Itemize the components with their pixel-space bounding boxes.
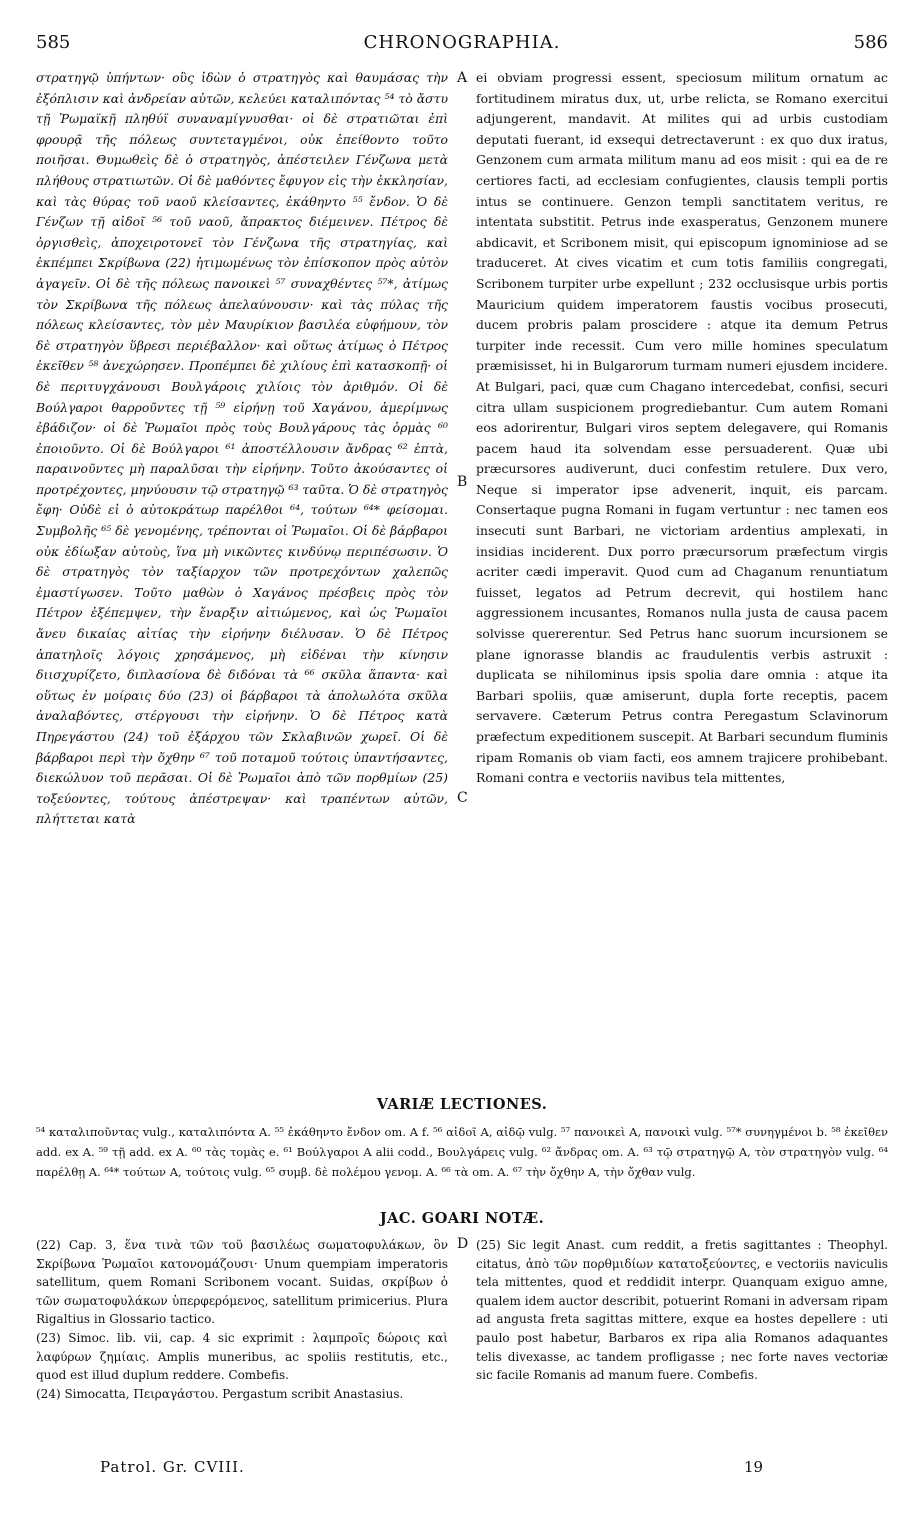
greek-column	[36, 68, 448, 830]
page-number-right: 586	[853, 32, 888, 53]
footer-signature: 19	[744, 1458, 764, 1476]
variae-lectiones	[36, 1122, 888, 1182]
running-title: CHRONOGRAPHIA.	[363, 32, 561, 53]
marker-d: D	[457, 1236, 469, 1252]
notes-left-column	[36, 1236, 448, 1403]
variae-text: ⁵⁴ καταλιποῦντας vulg., καταλιπόντα A. ⁵⁵ ἐκάθηντο ἔνδον om. A f. ⁵⁶ αἰδοῖ A, αἰδῷ vulg. ⁵⁷ πανοικεὶ A, πανοικὶ vulg. ⁵⁷* συνηγμένοι b. ⁵⁸ ἐκεῖθεν add. ex A. ⁵⁹ τῇ add. ex A. ⁶⁰ τὰς τομὰς e. ⁶¹ Βούλγαροι A alii codd., Βουλγάρεις vulg. ⁶² ἄνδρας om. A. ⁶³ τῷ στρατηγῷ A, τὸν στρατηγὸν vulg. ⁶⁴ παρέλθῃ A. ⁶⁴* τούτων A, τούτοις vulg. ⁶⁵ συμβ. δὲ πολέμου γενομ. A. ⁶⁶ τὰ om. A. ⁶⁷ τὴν ὄχθην A, τὴν ὄχθαν vulg.	[36, 1125, 888, 1179]
notes-title: JAC. GOARI NOTÆ.	[379, 1210, 545, 1227]
notes-right-column	[476, 1236, 888, 1385]
footer-series: Patrol. Gr. CVIII.	[100, 1458, 245, 1476]
page-header	[36, 30, 888, 56]
page-footer	[36, 1458, 888, 1482]
variae-lectiones-title: VARIÆ LECTIONES.	[376, 1096, 548, 1113]
marker-b: B	[457, 474, 468, 490]
note-22: (22) Cap. 3, ἕνα τινὰ τῶν τοῦ βασιλέως σωματοφυλάκων, ὃν Σκρίβωνα Ῥωμαῖοι κατονομάζουσι· Unum quempiam imperatoris satellitum, quem Romani Scribonem vocant. Suidas, σκρίβων ὁ τῶν σωματοφυλάκων ὑπερφερόμενος, satellitum primicerius. Plura Rigaltius in Glossario tactico.	[36, 1238, 448, 1327]
page-number-left: 585	[36, 32, 71, 53]
marker-c: C	[457, 790, 468, 806]
greek-text: στρατηγῷ ὑπήντων· οὓς ἰδὼν ὁ στρατηγὸς καὶ θαυμάσας τὴν ἐξόπλισιν καὶ ἀνδρείαν αὐτῶν, κελεύει καταλιπόντας ⁵⁴ τὸ ἄστυ τῇ Ῥωμαϊκῇ πληθύϊ συναναμίγνυσθαι· οἱ δὲ στρατιῶται ἐπὶ φρουρᾷ τῆς πόλεως συντεταγμένοι, οὐκ ἐπείθοντο τοῦτο ποιῆσαι. Θυμωθεὶς δὲ ὁ στρατηγὸς, ἀπέστειλεν Γένζωνα μετὰ πλήθους στρατιωτῶν. Οἱ δὲ μαθόντες ἔφυγον εἰς τὴν ἐκκλησίαν, καὶ τὰς θύρας τοῦ ναοῦ κλείσαντες, ἐκάθηντο ⁵⁵ ἔνδον. Ὁ δὲ Γένζων τῇ αἰδοῖ ⁵⁶ τοῦ ναοῦ, ἄπρακτος διέμεινεν. Πέτρος δὲ ὀργισθεὶς, ἀποχειροτονεῖ τὸν Γένζωνα τῆς στρατηγίας, καὶ ἐκπέμπει Σκρίβωνα (22) ἠτιμωμένως τὸν ἐπίσκοπον πρὸς αὐτὸν ἀγαγεῖν. Οἱ δὲ τῆς πόλεως πανοικεὶ ⁵⁷ συναχθέντες ⁵⁷*, ἀτίμως τὸν Σκρίβωνα τῆς πόλεως ἀπελαύνουσιν· καὶ τὰς πύλας τῆς πόλεως κλείσαντες, τὸν μὲν Μαυρίκιον βασιλέα εὐφήμουν, τὸν δὲ στρατηγὸν ὕβρεσι περιέβαλλον· καὶ οὕτως ἀτίμως ὁ Πέτρος ἐκεῖθεν ⁵⁸ ἀνεχώρησεν. Προπέμπει δὲ χιλίους ἐπὶ κατασκοπῇ· οἱ δὲ περιτυγχάνουσι Βουλγάροις χιλίοις τὸν ἀριθμόν. Οἱ δὲ Βούλγαροι θαρρoῦντες τῇ ⁵⁹ εἰρήνῃ τοῦ Χαγάνου, ἀμερίμνως ἐβάδιζον· οἱ δὲ Ῥωμαῖοι πρὸς τοὺς Βουλγάρους τὰς ὁρμὰς ⁶⁰ ἐποιοῦντο. Οἱ δὲ Βούλγαροι ⁶¹ ἀποστέλλουσιν ἄνδρας ⁶² ἑπτὰ, παραινοῦντες μὴ παραλῦσαι τὴν εἰρήνην. Τοῦτο ἀκούσαντες οἱ προτρέχοντες, μηνύουσιν τῷ στρατηγῷ ⁶³ ταῦτα. Ὁ δὲ στρατηγὸς ἔφη· Οὐδὲ εἰ ὁ αὐτοκράτωρ παρέλθοι ⁶⁴, τούτων ⁶⁴* φείσομαι. Συμβολῆς ⁶⁵ δὲ γενομένης, τρέπονται οἱ Ῥωμαῖοι. Οἱ δὲ βάρβαροι οὐκ ἐδίωξαν αὐτοὺς, ἵνα μὴ νικῶντες κινδύνῳ περιπέσωσιν. Ὁ δὲ στρατηγὸς τὸν ταξίαρχον τῶν προτρεχόντων χαλεπῶς ἐμαστίγωσεν. Τοῦτο μαθὼν ὁ Χαγάνος πρέσβεις πρὸς τὸν Πέτρον ἐξέπεμψεν, τὴν ἔναρξιν αἰτιώμενος, καὶ ὡς Ῥωμαῖοι ἄνευ δικαίας αἰτίας τὴν εἰρήνην διέλυσαν. Ὁ δὲ Πέτρος ἀπατηλοῖς λόγοις χρησάμενος, μὴ εἰδέναι τὴν κίνησιν διισχυρίζετο, διπλασίονα δὲ διδόναι τὰ ⁶⁶ σκῦλα ἅπαντα· καὶ οὕτως ἐν μοίραις δύο (23) οἱ βάρβαροι τὰ ἀπολωλότα σκῦλα ἀναλαβόντες, στέργουσι τὴν εἰρήνην. Ὁ δὲ Πέτρος κατὰ Πηρεγάστου (24) τοῦ ἐξάρχου τῶν Σκλαβινῶν χωρεῖ. Οἱ δὲ βάρβαροι περὶ τὴν ὄχθην ⁶⁷ τοῦ ποταμοῦ τούτοις ὑπαντήσαντες, διεκώλυον τοῦ περᾶσαι. Οἱ δὲ Ῥωμαῖοι ἀπὸ τῶν πορθμίων (25) τοξεύοντες, τούτους ἀπέστρεψαν· καὶ τραπέντων αὐτῶν, πλήττεται κατὰ	[36, 70, 448, 827]
note-23: (23) Simoc. lib. vii, cap. 4 sic exprimit : λαμπροῖς δώροις καὶ λαφύρων ζημίαις. Amplis muneribus, ac spoliis restitutis, etc., quod est illud duplum reddere. Combefis.	[36, 1330, 448, 1383]
page	[36, 30, 888, 1520]
note-25: (25) Sic legit Anast. cum reddit, a fretis sagittantes : Theophyl. citatus, ἀπὸ τῶν πορθμιδίων κατατοξεύοντες, e vectoriis naviculis tela mittentes, quod et reddidit interpr. Quanquam exiguo amne, qualem idem auctor describit, potuerint Romani in adversam ripam ad angusta freta sagittas mittere, exque ea hostes depellere : uti paulo post habetur, Barbaros ex ripa alia Romanos adaquantes telis divexasse, ac tandem profligasse ; nec forte naves vectoriæ sic facile Romanis ad manum fuere. Combefis.	[476, 1238, 888, 1383]
latin-text: ei obviam progressi essent, speciosum militum ornatum ac fortitudinem miratus dux, ut, urbe relicta, se Romano exercitui adjungerent, mandavit. At milites qui ad urbis custodiam deputati fuerant, id exsequi detrectaverunt : ex quo dux iratus, Genzonem cum armata militum manu ad eos misit : qui ea de re certiores facti, ad ecclesiam confugientes, clausis templi portis intus se continuere. Genzon templi sanctitatem veritus, re intentata substitit. Petrus inde exasperatus, Genzonem munere abdicavit, et Scribonem misit, qui episcopum ignominiose ad se traduceret. At cives vicatim et cum totis familiis congregati, Scribonem turpiter urbe expellunt ; 232 occlusisque urbis portis Mauricium quidem imperatorem faustis vocibus prosecuti, ducem probris palam proscidere : atque ita demum Petrus turpiter inde recessit. Cum vero mille homines speculatum præmisisset, hi in Bulgarorum turmam numeri ejusdem incidere. At Bulgari, paci, quæ cum Chagano intercedebat, confisi, securi citra ullam suspicionem progrediebantur. Cum autem Romani eos adorirentur, Bulgari viros septem delegavere, qui Romanis pacem haud ita solvendam esse persuaderent. Quæ ubi præcursores audiverunt, duci confestim retulere. Dux vero, Neque si imperator ipse advenerit, inquit, eis parcam. Consertaque pugna Romani in fugam vertuntur : nec tamen eos insecuti sunt Barbari, ne victoriam ardentius amplexati, in insidias inciderent. Dux porro præcursorum præfectum virgis acriter cædi imperavit. Quod cum ad Chaganum renuntiatum fuisset, legatos ad Petrum decrevit, qui hostilem hanc aggressionem incusantes, Romanos nulla justa de causa pacem solvisse quererentur. Sed Petrus hanc suorum incursionem se plane ignorasse blandis ac fraudulentis verbis astruxit : duplicata se nihilominus ipsis spolia dare omnia : atque ita Barbari spoliis, quæ amiserunt, dupla forte receptis, pacem servavere. Cæterum Petrus contra Peregastum Sclavinorum præfectum expeditionem suscepit. At Barbari secundum fluminis ripam Romanis ob viam facti, eos amnem trajicere prohibebant. Romani contra e vectoriis navibus tela mittentes,	[476, 70, 888, 786]
marker-a: A	[457, 70, 468, 86]
note-24: (24) Simocatta, Πειραγάστου. Pergastum scribit Anastasius.	[36, 1386, 404, 1401]
latin-column	[476, 68, 888, 789]
